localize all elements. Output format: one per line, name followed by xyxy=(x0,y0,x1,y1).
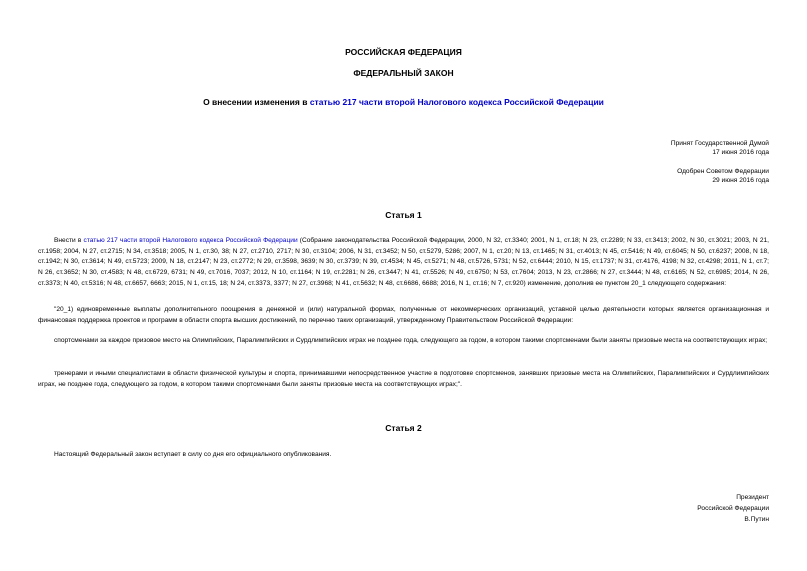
law-title xyxy=(0,97,807,107)
accepted-block xyxy=(671,139,769,157)
doc-type-heading: ФЕДЕРАЛЬНЫЙ ЗАКОН xyxy=(353,68,454,78)
article-1-paragraph-4: тренерами и иными специалистами в области физической культуры и спорта, принимавшими непосредственное участие в подготовке спортсменов, занявших призовые места на Олимпийских, Паралимпийских и Сурдлимпийских играх, не позднее года, следующего за годом, в котором такими спортсменами были заняты призовые места на соответствующих играх;". xyxy=(38,370,769,388)
intro-prefix: Внести в xyxy=(54,237,84,244)
accepted-date: 17 июня 2016 года xyxy=(712,149,769,156)
signature-name: В.Путин xyxy=(744,516,769,523)
law-title-link[interactable]: статью 217 части второй Налогового кодекса Российской Федерации xyxy=(309,97,604,107)
country-heading: РОССИЙСКАЯ ФЕДЕРАЦИЯ xyxy=(345,47,462,57)
intro-rest: (Собрание законодательства Российской Федерации, 2000, N 32, ст.3340; 2001, N 1, ст.18; N 23, ст.2289; N 33, ст.3413; 2002, N 30, ст.3021; 2003, N 21, ст.1958; 2004, N 27, ст.2715; N 34, ст.3518; 2005, N 1, ст.30, 38; N 27, ст.2710, 2717; N 30, ст.3104; 2006, N 31, ст.3452; N 50, ст.5279, 5286; 2007, N 1, ст.20; N 13, ст.1465; N 31, ст.4013; N 45, ст.5416; N 49, ст.6045; N 50, ст.6237; 2008, N 18, ст.1942; N 30, ст.3614; N 49, ст.5723; 2009, N 18, ст.2147; N 23, ст.2772; N 29, ст.3598, 3639; N 30, ст.3739; N 39, ст.4534; N 45, ст.5271; N 48, ст.5726, 5731; N 52, ст.6444; 2010, N 15, ст.1737; N 31, ст.4176, 4198; N 32, ст.4298; 2011, N 1, ст.7; N 26, ст.3652; N 30, ст.4583; N 48, ст.6729, 6731; N 49, ст.7016, 7037; 2012, N 10, ст.1164; N 19, ст.2281; N 26, ст.3447; N 41, ст.5526; N 49, ст.6750; N 53, ст.7604; 2013, N 23, ст.2866; N 27, ст.3444; N 48, ст.6165; N 52, ст.6985; 2014, N 26, ст.3373; N 40, ст.5316; N 48, ст.6657, 6663; 2015, N 1, ст.15, 18; N 24, ст.3373, 3377; N 27, ст.3968; N 41, ст.5632; N 48, ст.6686, 6688; 2016, N 1, ст.16; N 7, ст.920) изменение, дополнив ее пунктом 20_1 следующего содержания: xyxy=(38,237,770,287)
signature-block xyxy=(697,492,769,525)
article-1-paragraph-3: спортсменами за каждое призовое место на Олимпийских, Паралимпийских и Сурдлимпийских играх не позднее года, следующего за годом, в котором такими спортсменами были заняты призовые места на соответствующих играх; xyxy=(54,337,768,344)
article-1-intro xyxy=(38,236,769,290)
article-1-heading: Статья 1 xyxy=(385,210,422,220)
approved-date: 29 июня 2016 года xyxy=(712,177,769,184)
intro-link[interactable]: статью 217 части второй Налогового кодекса Российской Федерации xyxy=(83,237,298,244)
approved-line-1: Одобрен Советом Федерации xyxy=(677,168,769,175)
article-2-text: Настоящий Федеральный закон вступает в силу со дня его официального опубликования. xyxy=(54,451,332,458)
signature-title: Президент xyxy=(736,494,769,501)
accepted-line-1: Принят Государственной Думой xyxy=(670,140,769,147)
law-title-prefix: О внесении изменения в xyxy=(203,97,310,107)
signature-country: Российской Федерации xyxy=(697,505,769,512)
article-2-heading: Статья 2 xyxy=(385,423,422,433)
approved-block xyxy=(677,167,769,185)
article-1-paragraph-2: "20_1) единовременные выплаты дополнительного поощрения в денежной и (или) натуральной формах, полученные от некоммерческих организаций, уставной целью деятельности которых является организационная и финансовая поддержка проектов и программ в области спорта высших достижений, по перечню таких организаций, утвержденному Правительством Российской Федерации: xyxy=(38,306,769,324)
